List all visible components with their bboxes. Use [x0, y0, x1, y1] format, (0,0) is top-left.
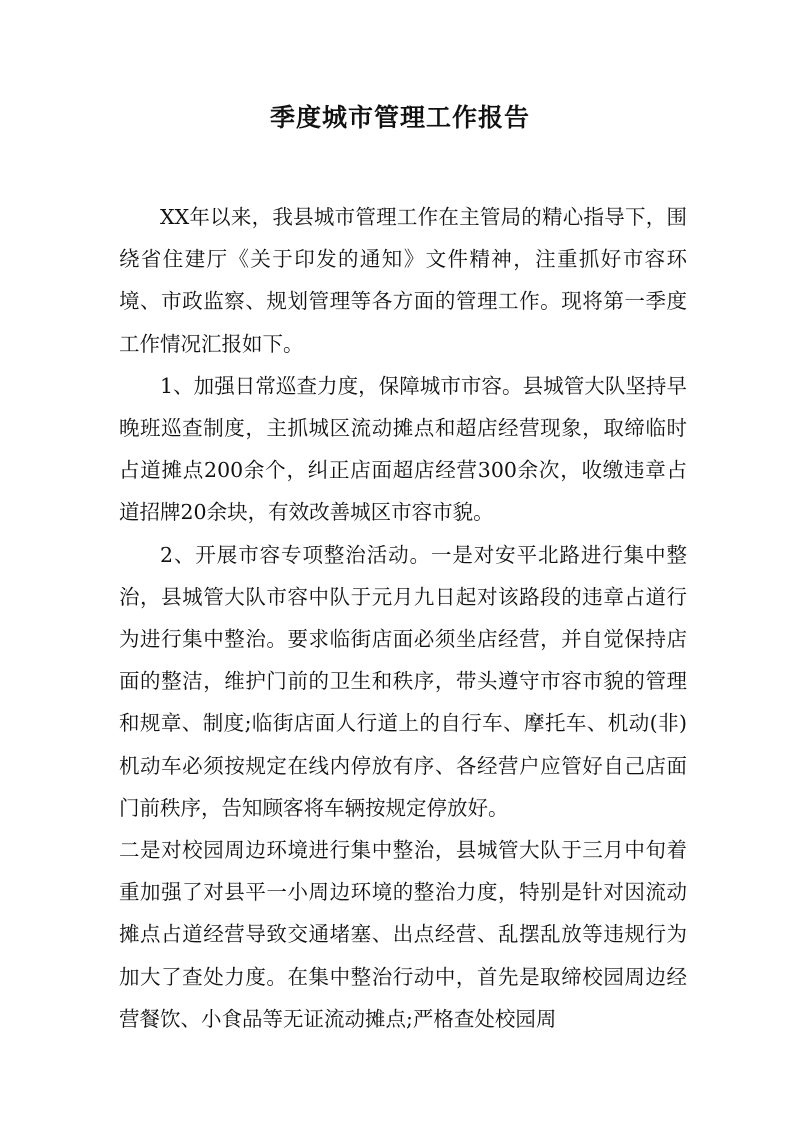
- section-1-paragraph: 1、加强日常巡查力度，保障城市市容。县城管大队坚持早晚班巡查制度，主抓城区流动摊点和超店经营现象，取缔临时占道摊点200余个，纠正店面超店经营300余次，收缴违章占道招牌20余块，有效改善城区市容市貌。: [119, 373, 687, 525]
- document-title: 季度城市管理工作报告: [269, 103, 530, 132]
- section-2-paragraph: 2、开展市容专项整治活动。一是对安平北路进行集中整治，县城管大队市容中队于元月九日起对该路段的违章占道行为进行集中整治。要求临街店面必须坐店经营，并自觉保持店面的整洁，维护门前的卫生和秩序，带头遵守市容市貌的管理和规章、制度;临街店面人行道上的自行车、摩托车、机动(非)机动车必须按规定在线内停放有序、各经营户应管好自己店面门前秩序，告知顾客将车辆按规定停放好。: [119, 542, 687, 820]
- intro-paragraph: XX年以来，我县城市管理工作在主管局的精心指导下，围绕省住建厅《关于印发的通知》文件精神，注重抓好市容环境、市政监察、规划管理等各方面的管理工作。现将第一季度工作情况汇报如下。: [119, 205, 687, 356]
- section-2-continued-paragraph: 二是对校园周边环境进行集中整治，县城管大队于三月中旬着重加强了对县平一小周边环境的整治力度，特别是针对因流动摊点占道经营导致交通堵塞、出点经营、乱摆乱放等违规行为加大了查处力度。在集中整治行动中，首先是取缔校园周边经营餐饮、小食品等无证流动摊点;严格查处校园周: [119, 838, 687, 1031]
- document-body: [119, 196, 687, 1040]
